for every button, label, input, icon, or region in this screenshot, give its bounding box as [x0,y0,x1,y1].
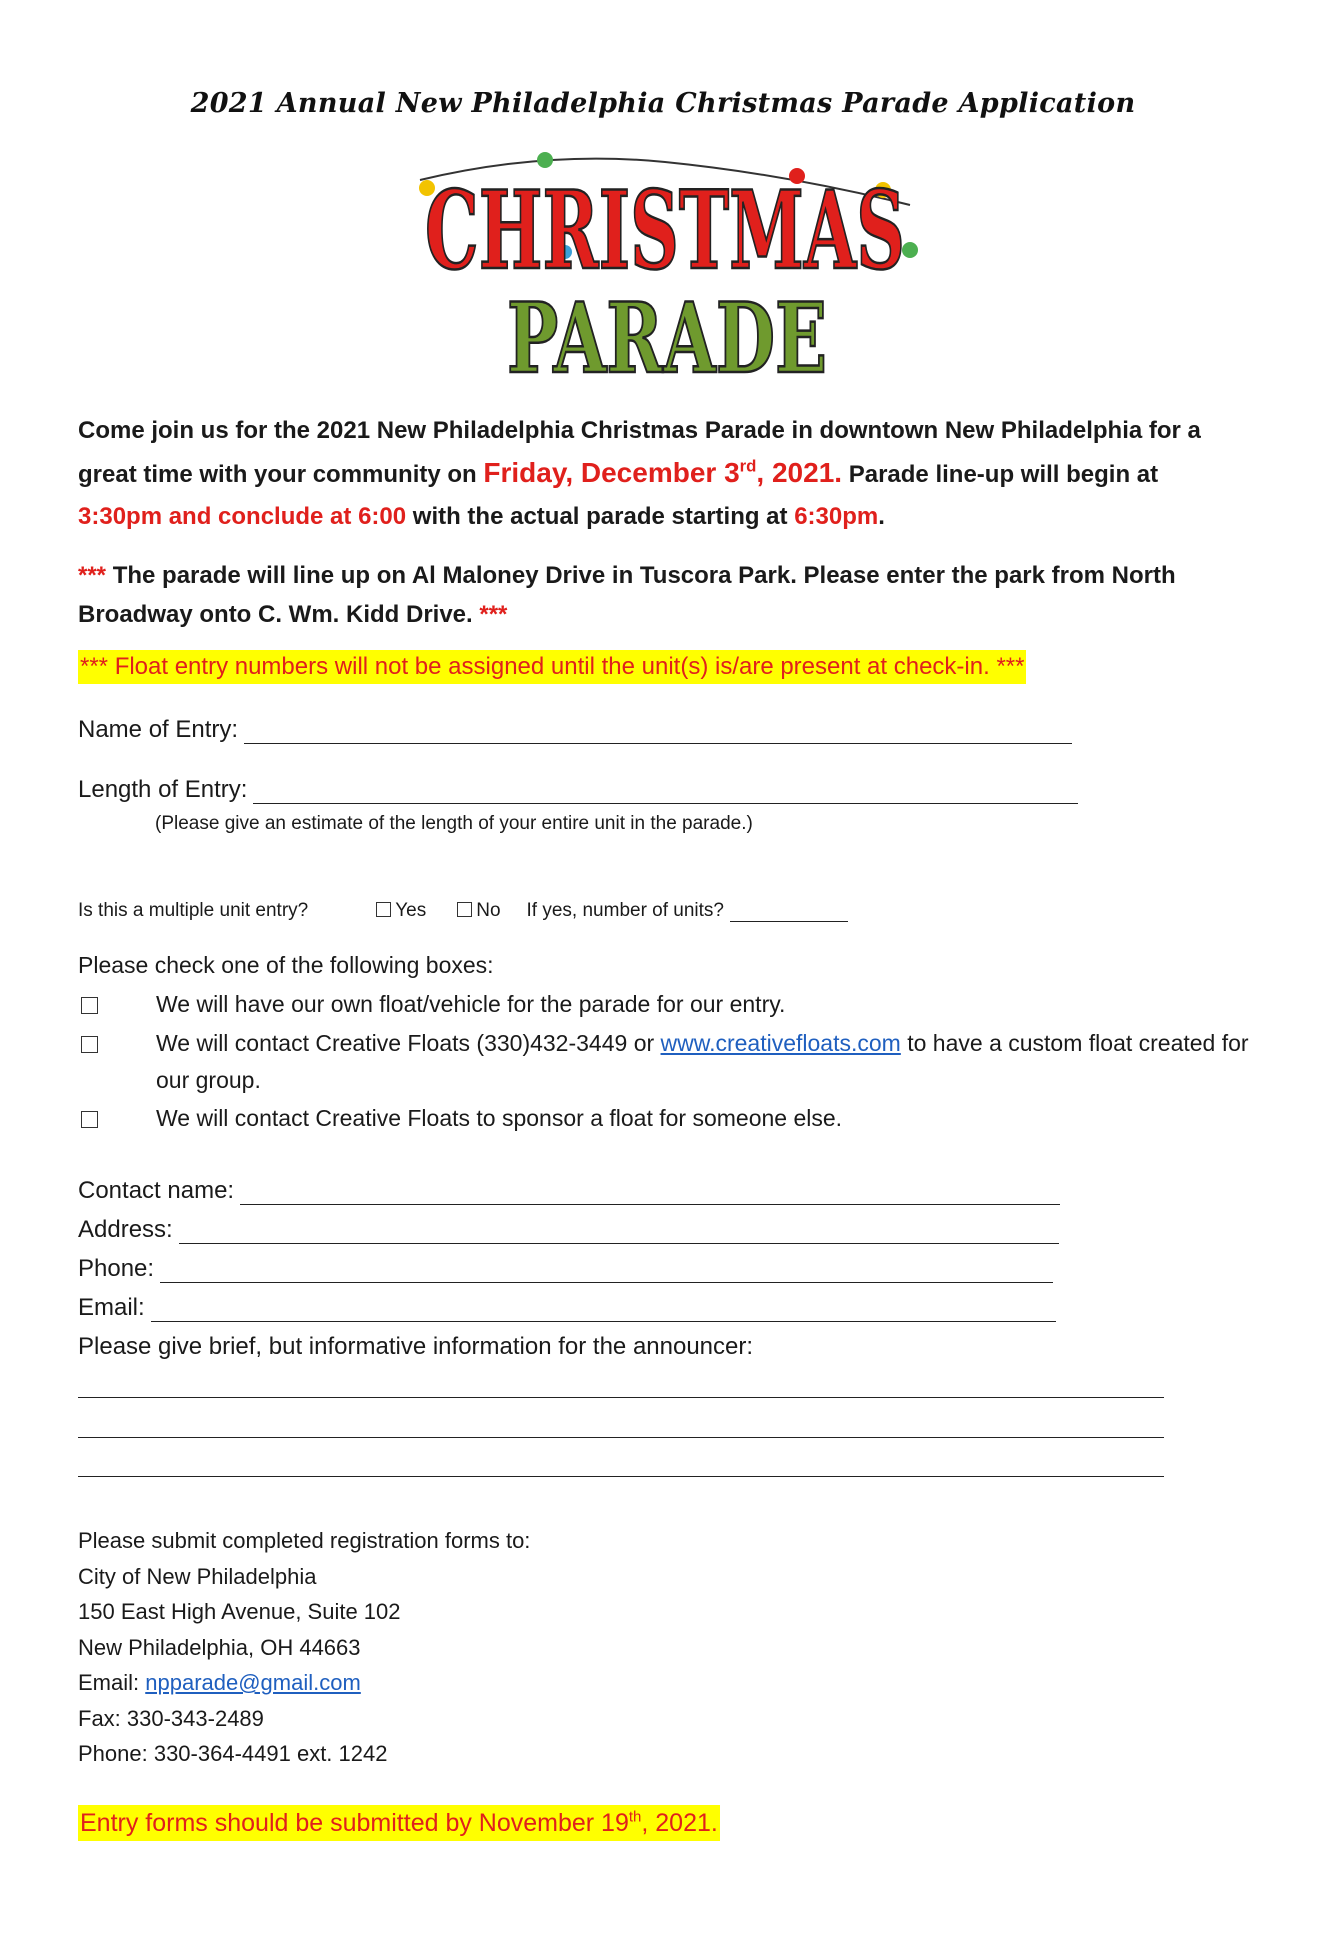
submit-phone: Phone: 330-364-4491 ext. 1242 [78,1741,388,1766]
submit-org: City of New Philadelphia [78,1563,317,1589]
announcer-line-3[interactable] [78,1476,1164,1477]
submit-city: New Philadelphia, OH 44663 [78,1634,361,1660]
check-instructions: Please check one of the following boxes: [78,952,494,978]
multiple-unit-row [78,900,848,922]
parade-date: Friday, December 3rd, 2021. [483,456,843,488]
logo-text-parade: PARADE [507,282,827,395]
intro-text: Parade line-up will begin at [842,461,1159,488]
email-label: Email: [78,1294,145,1321]
length-of-entry-row [78,776,1078,804]
option-sponsor-float: We will contact Creative Floats to sponsor a float for someone else. [78,1100,1258,1137]
email-field[interactable] [151,1295,1056,1322]
own-float-checkbox[interactable] [81,997,98,1014]
submit-fax: Fax: 330-343-2489 [78,1705,264,1731]
multiple-unit-question: Is this a multiple unit entry? [78,900,309,921]
sponsor-float-checkbox[interactable] [81,1111,98,1128]
logo-text-christmas: CHRISTMAS [425,168,905,294]
lineup-time: 3:30pm and conclude at 6:00 [78,503,407,530]
lineup-note: *** The parade will line up on Al Maloney Drive in Tuscora Park. Please enter the park from North Broadway onto C. Wm. Kidd Drive. *** [78,562,1176,628]
light-bulb-icon [537,152,553,168]
yes-checkbox[interactable] [376,902,391,917]
option-own-float: We will have our own float/vehicle for the parade for our entry. [78,986,1258,1023]
length-hint: (Please give an estimate of the length of your entire unit in the parade.) [155,813,753,834]
option-custom-float: We will contact Creative Floats (330)432-3449 or www.creativefloats.com to have a custom float created for our group. [78,1025,1258,1099]
yes-option[interactable]: Yes [376,900,426,922]
email-link[interactable]: npparade@gmail.com [145,1670,361,1695]
unit-count-field[interactable] [730,901,848,922]
contact-name-row [78,1177,1060,1205]
address-row [78,1216,1059,1244]
christmas-parade-logo [405,150,925,395]
deadline-notice: Entry forms should be submitted by November 19th, 2021. [78,1805,720,1841]
address-field[interactable] [179,1217,1059,1244]
address-label: Address: [78,1216,173,1243]
page-title: 2021 Annual New Philadelphia Christmas Parade Application [190,88,1136,119]
contact-name-label: Contact name: [78,1177,235,1204]
phone-label: Phone: [78,1255,155,1282]
intro-text: Come join us for the 2021 New Philadelphia Christmas Parade in downtown New Philadelphia for a great time with your community on [78,417,1201,488]
name-of-entry-field[interactable] [244,717,1072,744]
submit-heading: Please submit completed registration forms to: [78,1528,531,1553]
phone-field[interactable] [160,1256,1053,1283]
email-row [78,1294,1056,1322]
creativefloats-link[interactable]: www.creativefloats.com [660,1030,901,1056]
submit-email: Email: npparade@gmail.com [78,1670,361,1695]
name-of-entry-label: Name of Entry: [78,716,239,743]
start-time: 6:30pm [794,503,879,530]
length-of-entry-label: Length of Entry: [78,776,248,803]
length-of-entry-field[interactable] [253,777,1078,804]
unit-count-label: If yes, number of units? [526,900,725,921]
name-of-entry-row [78,716,1072,744]
float-notice: *** Float entry numbers will not be assigned until the unit(s) is/are present at check-in. *** [78,650,1026,684]
announcer-label: Please give brief, but informative information for the announcer: [78,1333,754,1360]
intro-paragraph: Come join us for the 2021 New Philadelphia Christmas Parade in downtown New Philadelphia for a great time with your community on Friday, December 3rd, 2021. Parade line-up will begin at 3:30pm and conclude at 6:00 with the actual parade starting at 6:30pm. [78,417,1201,530]
phone-row [78,1255,1053,1283]
no-option[interactable]: No [457,900,500,922]
custom-float-checkbox[interactable] [81,1036,98,1053]
announcer-line-1[interactable] [78,1397,1164,1398]
no-checkbox[interactable] [457,902,472,917]
submit-street: 150 East High Avenue, Suite 102 [78,1599,401,1624]
contact-name-field[interactable] [240,1178,1060,1205]
announcer-line-2[interactable] [78,1437,1164,1438]
submit-info [78,1523,530,1772]
intro-text: with the actual parade starting at [406,503,795,530]
